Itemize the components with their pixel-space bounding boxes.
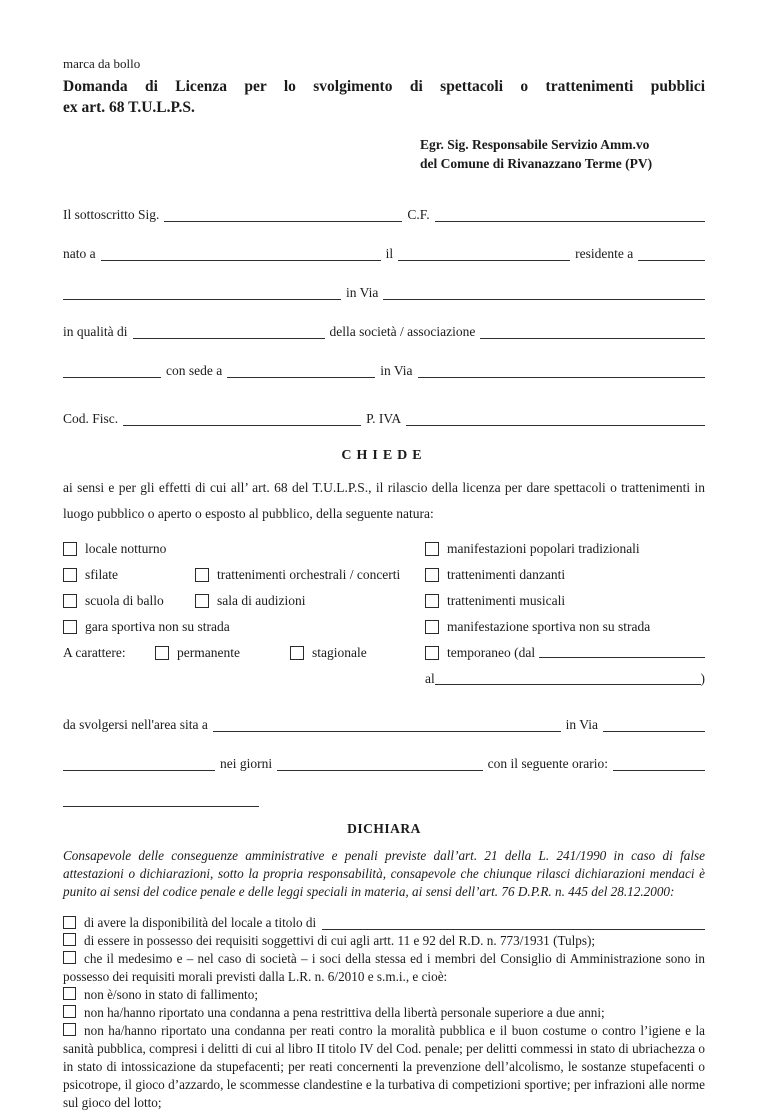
- field-line-qualita: [63, 324, 705, 339]
- cf-label: C.F.: [407, 207, 430, 222]
- checkbox-permanente[interactable]: [155, 646, 169, 660]
- option-label: locale notturno: [85, 540, 167, 556]
- option-label: trattenimenti musicali: [447, 592, 566, 608]
- option-label: permanente: [177, 644, 240, 660]
- chiede-intro: ai sensi e per gli effetti di cui all’ art. 68 del T.U.L.P.S., il rilascio della licenza per dare spettacoli o trattenimenti in luogo pubblico o aperto o esposto al pubblico, della seguente natura:: [63, 480, 705, 521]
- con-sede-label: con sede a: [166, 363, 223, 378]
- declaration-list: [63, 914, 705, 1112]
- addressee-block: [420, 135, 705, 173]
- field-line-continuation: [63, 795, 705, 807]
- fill-in-street[interactable]: [383, 288, 705, 300]
- fill-in-piva[interactable]: [406, 414, 705, 426]
- chiede-heading: CHIEDE: [341, 448, 427, 463]
- checkbox-locale-notturno[interactable]: [63, 542, 77, 556]
- residente-a-label: residente a: [575, 246, 634, 261]
- fill-in-area-street[interactable]: [603, 720, 705, 732]
- fill-in-cf[interactable]: [435, 210, 705, 222]
- checkbox-gara-sportiva[interactable]: [63, 620, 77, 634]
- sottoscritto-label: Il sottoscritto Sig.: [63, 207, 160, 222]
- in-via-label: in Via: [346, 285, 379, 300]
- declaration-item: non è/sono in stato di fallimento;: [63, 986, 705, 1004]
- fill-in-company[interactable]: [480, 327, 705, 339]
- p-iva-label: P. IVA: [366, 411, 402, 426]
- document-title: [63, 76, 705, 118]
- dichiara-heading: DICHIARA: [347, 820, 421, 836]
- fill-in-hours-cont[interactable]: [63, 795, 259, 807]
- fill-in-seat-street[interactable]: [418, 366, 705, 378]
- field-line-sottoscritto: [63, 207, 705, 222]
- declaration-checkbox[interactable]: [63, 1005, 76, 1018]
- addressee-line1: Egr. Sig. Responsabile Servizio Amm.vo: [420, 137, 650, 152]
- field-line-residence-cont: [63, 285, 705, 300]
- fill-in-hours[interactable]: [613, 759, 705, 771]
- field-line-area: [63, 717, 705, 732]
- fill-in-birthplace[interactable]: [101, 249, 381, 261]
- checkbox-trattenimenti-orchestrali[interactable]: [195, 568, 209, 582]
- checkbox-manifestazioni-popolari[interactable]: [425, 542, 439, 556]
- carattere-label: A carattere:: [63, 644, 126, 660]
- declaration-item: non ha/hanno riportato una condanna a pena restrittiva della libertà personale superiore a due anni;: [63, 1004, 705, 1022]
- field-line-giorni: [63, 756, 705, 771]
- option-label: manifestazioni popolari tradizionali: [447, 540, 640, 556]
- il-label: il: [385, 246, 394, 261]
- declaration-item: non ha/hanno riportato una condanna per reati contro la moralità pubblica e il buon costume o contro l’igiene e la sanità pubblica, compresi i delitti di cui al libro II titolo IV del Cod. penale; per delitti commessi in stato di ubriachezza o in stato di intossicazione da stupefacenti; per reati concernenti la prevenzione dell’alcolismo, le sostanze stupefacenti o psicotrope, il gioco d’azzardo, le scommesse clandestine e la turbativa di competizioni sportive; per infrazioni alle norme sul gioco del lotto;: [63, 1022, 705, 1110]
- loc-in-via-label: in Via: [565, 716, 598, 732]
- in-via2-label: in Via: [380, 363, 413, 378]
- checkbox-sfilate[interactable]: [63, 568, 77, 582]
- nato-a-label: nato a: [63, 246, 96, 261]
- nature-row-3: [63, 593, 705, 609]
- fill-in-temporaneo-al[interactable]: [435, 673, 701, 685]
- checkbox-stagionale[interactable]: [290, 646, 304, 660]
- al-label: al: [425, 670, 435, 686]
- declaration-checkbox[interactable]: [63, 916, 76, 929]
- fill-in-temporaneo-dal[interactable]: [539, 646, 705, 658]
- addressee-line2: del Comune di Rivanazzano Terme (PV): [420, 156, 653, 171]
- fill-in-line[interactable]: [322, 918, 705, 930]
- option-label: stagionale: [312, 644, 367, 660]
- option-label: sfilate: [85, 566, 118, 582]
- fill-in-codfisc[interactable]: [123, 414, 361, 426]
- field-line-codfisc: [63, 411, 705, 426]
- declaration-checkbox[interactable]: [63, 987, 76, 1000]
- fill-in-company-cont[interactable]: [63, 366, 161, 378]
- checkbox-trattenimenti-danzanti[interactable]: [425, 568, 439, 582]
- checkbox-scuola-di-ballo[interactable]: [63, 594, 77, 608]
- checkbox-temporaneo[interactable]: [425, 646, 439, 660]
- checkbox-sala-di-audizioni[interactable]: [195, 594, 209, 608]
- declaration-item: [63, 914, 705, 932]
- declaration-checkbox[interactable]: [63, 933, 76, 946]
- nature-row-1: [63, 541, 705, 557]
- cod-fisc-label: Cod. Fisc.: [63, 411, 119, 426]
- option-label: temporaneo (dal: [447, 644, 536, 660]
- dichiara-premise: Consapevole delle conseguenze amministrative e penali previste dall’art. 21 della L. 241/1990 in caso di false attestazioni o dichiarazioni, sotto la propria responsabilità, consapevole che chiunque rilasci dichiarazioni mendaci è punito ai sensi del codice penale e delle leggi speciali in materia, ai sensi dell’art. 76 D.P.R. n. 445 del 28.12.2000:: [63, 847, 705, 899]
- fill-in-seat-city[interactable]: [227, 366, 375, 378]
- nei-giorni-label: nei giorni: [220, 755, 273, 771]
- declaration-checkbox[interactable]: [63, 951, 76, 964]
- fill-in-days[interactable]: [277, 759, 483, 771]
- declaration-checkbox[interactable]: [63, 1023, 76, 1036]
- fill-in-name[interactable]: [164, 210, 402, 222]
- area-label: da svolgersi nell'area sita a: [63, 716, 208, 732]
- option-label: sala di audizioni: [217, 592, 306, 608]
- option-label: gara sportiva non su strada: [85, 618, 230, 634]
- orario-label: con il seguente orario:: [487, 755, 608, 771]
- document-title-line1: Domanda di Licenza per lo svolgimento di spettacoli o trattenimenti pubblici: [63, 78, 705, 95]
- stamp-note: marca da bollo: [63, 56, 141, 71]
- option-label: trattenimenti orchestrali / concerti: [217, 566, 401, 582]
- temporaneo-al-row: [63, 671, 705, 687]
- checkbox-manifestazione-sportiva[interactable]: [425, 620, 439, 634]
- fill-in-role[interactable]: [133, 327, 325, 339]
- declaration-text: di avere la disponibilità del locale a titolo di: [84, 914, 317, 930]
- nature-row-4: [63, 619, 705, 635]
- fill-in-residence[interactable]: [638, 249, 705, 261]
- declaration-item: che il medesimo e – nel caso di società – i soci della stessa ed i membri del Consiglio di Amministrazione sono in possesso dei requisiti morali previsti dalla L.R. n. 6/2010 e s.m.i., e cioè:: [63, 950, 705, 984]
- fill-in-residence-cont[interactable]: [63, 288, 341, 300]
- paren-close: ): [700, 670, 705, 686]
- nature-options-grid: [63, 541, 705, 687]
- field-line-sede: [63, 363, 705, 378]
- fill-in-birthdate[interactable]: [398, 249, 570, 261]
- societa-label: della società / associazione: [329, 324, 476, 339]
- field-line-nato: [63, 246, 705, 261]
- fill-in-area[interactable]: [213, 720, 561, 732]
- document-title-line2: ex art. 68 T.U.L.P.S.: [63, 99, 195, 116]
- option-label: manifestazione sportiva non su strada: [447, 618, 651, 634]
- nature-row-2: [63, 567, 705, 583]
- checkbox-trattenimenti-musicali[interactable]: [425, 594, 439, 608]
- carattere-row: [63, 645, 705, 661]
- option-label: scuola di ballo: [85, 592, 164, 608]
- option-label: trattenimenti danzanti: [447, 566, 566, 582]
- fill-in-area-street-cont[interactable]: [63, 759, 215, 771]
- declaration-item: di essere in possesso dei requisiti soggettivi di cui agli artt. 11 e 92 del R.D. n. 773/1931 (Tulps);: [63, 932, 705, 950]
- in-qualita-label: in qualità di: [63, 324, 128, 339]
